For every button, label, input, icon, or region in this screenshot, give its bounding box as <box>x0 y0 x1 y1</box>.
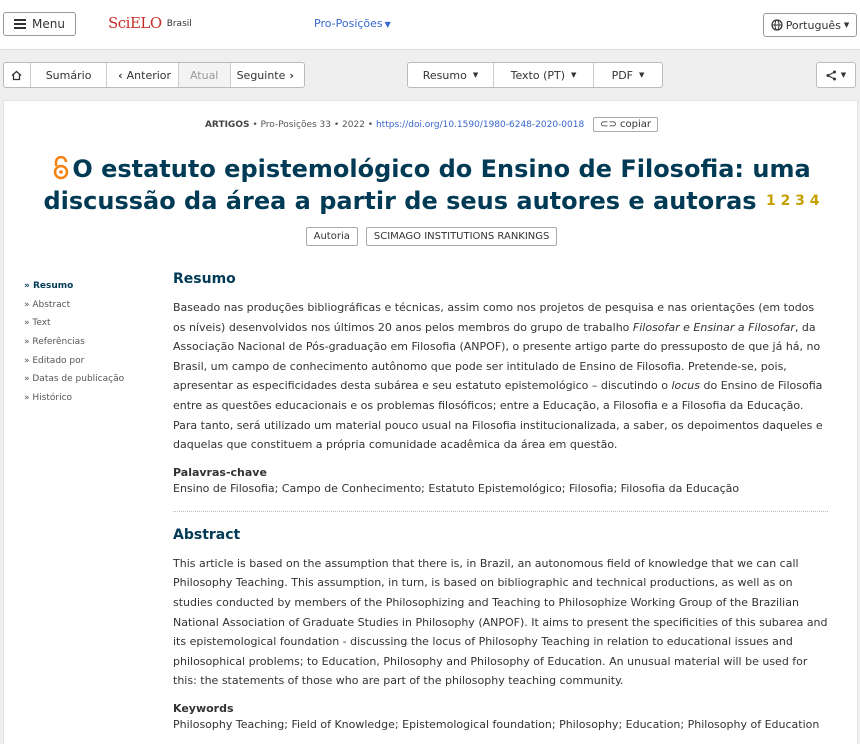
texto-dropdown[interactable] <box>494 63 594 87</box>
sumario-button[interactable] <box>31 63 107 87</box>
issue-nav-group <box>3 62 305 88</box>
link-icon: ⊂⊃ <box>600 119 617 130</box>
chevron-down-icon: ▼ <box>472 71 479 79</box>
chevron-down-icon: ▼ <box>840 71 847 79</box>
article-body <box>173 269 828 734</box>
menu-button[interactable] <box>3 12 76 36</box>
footnote-links[interactable]: 1 2 3 4 <box>765 193 820 209</box>
language-select[interactable] <box>763 13 857 37</box>
scielo-logo[interactable] <box>108 14 192 32</box>
anterior-label: Anterior <box>126 68 172 82</box>
chevron-down-icon: ▼ <box>843 21 850 29</box>
article-nav-bar <box>0 51 860 98</box>
journal-link[interactable] <box>314 17 391 30</box>
seguinte-label: Seguinte <box>236 68 286 82</box>
toc-item-abstract[interactable]: » Abstract <box>24 299 71 310</box>
toc-item-resumo[interactable]: » Resumo <box>24 281 74 291</box>
menu-label: Menu <box>32 17 65 31</box>
home-button[interactable] <box>4 63 31 87</box>
pdf-dropdown[interactable] <box>594 63 662 87</box>
article-tags <box>4 227 859 246</box>
chevron-right-icon: › <box>289 68 294 82</box>
logo-subtitle: Brasil <box>166 19 192 29</box>
language-label: Português <box>785 18 841 32</box>
keywords-text: Philosophy Teaching; Field of Knowledge; Epistemological foundation; Philosophy; Education; Philosophy of Education <box>173 717 820 731</box>
resumo-dropdown[interactable] <box>408 63 494 87</box>
journal-link-label: Pro-Posições <box>314 17 383 30</box>
abstract-text: This article is based on the assumption that there is, in Brazil, an autonomous field of knowledge that we can call Philosophy Teaching. This assumption, in turn, is based on bibliographic and technical productions, as well as on studies conducted by members of the Philosophizing and Teaching to Philosophize Working Group of the Brazilian National Association of Graduate Studies in Philosophy (ANPOF). It aims to present the specificities of this subarea and its epistemological foundation - discussing the locus of Philosophy Teaching in relation to educational issues and philosophical problems; to Education, Philosophy and Philosophy of Education. An unusual material will be used for this: the statements of those who are part of the philosophy teaching community. <box>173 556 828 688</box>
chevron-left-icon: ‹ <box>118 68 123 82</box>
section-divider <box>173 511 828 512</box>
chevron-down-icon: ▼ <box>639 71 645 79</box>
abstract-heading: Abstract <box>173 526 241 543</box>
table-of-contents <box>24 277 124 408</box>
atual-label: Atual <box>189 68 219 82</box>
format-group <box>407 62 663 88</box>
texto-dropdown-label: Texto (PT) <box>510 68 566 82</box>
scimago-button[interactable]: SCIMAGO INSTITUTIONS RANKINGS <box>366 227 558 246</box>
doi-link[interactable]: https://doi.org/10.1590/1980-6248-2020-0018 <box>375 120 585 130</box>
toc-item-text[interactable]: » Text <box>24 318 51 329</box>
chevron-down-icon: ▼ <box>384 20 391 29</box>
resumo-text: Baseado nas produções bibliográficas e técnicas, assim como nos projetos de pesquisa e nas orientações (em todos os níveis) desenvolvidos nos últimos 20 anos pelos membros do grupo de trabalho Filosofar e Ensinar a Filosofar, da Associação Nacional de Pós-graduação em Filosofia (ANPOF), o presente artigo parte do pressuposto de que já há, no Brasil, um campo de conhecimento autônomo que pode ser intitulado de Ensino de Filosofia. Pretende-se, pois, apresentar as especificidades desta subárea e seu estatuto epistemológico – discutindo o locus do Ensino de Filosofia entre as questões educacionais e os problemas filosóficos; entre a Educação, a Filosofia e a Filosofia da Educação. Para tanto, será utilizado um material pouco usual na Filosofia institucionalizada, a saber, os depoimentos daqueles e daquelas que constituem a própria comunidade acadêmica da área em questão. <box>173 301 823 452</box>
share-icon <box>826 70 837 81</box>
toc-item-historico[interactable]: » Histórico <box>24 393 73 404</box>
copy-doi-button[interactable] <box>593 117 658 132</box>
article-card <box>3 100 858 744</box>
article-citation: Pro-Posições 33 • 2022 • <box>260 120 374 130</box>
keywords-heading: Keywords <box>173 701 234 715</box>
home-icon <box>11 70 22 81</box>
anterior-button[interactable] <box>107 63 179 87</box>
hamburger-icon <box>14 19 26 29</box>
palavras-chave-heading: Palavras-chave <box>173 465 267 479</box>
top-bar <box>0 0 860 50</box>
article-meta: ARTIGOS • Pro-Posições 33 • 2022 • https://doi.org/10.1590/1980-6248-2020-0018 ⊂⊃ copiar <box>4 117 859 132</box>
toc-item-datas[interactable]: » Datas de publicação <box>24 374 125 385</box>
autoria-button[interactable]: Autoria <box>306 227 358 246</box>
atual-button <box>179 63 231 87</box>
sumario-label: Sumário <box>45 68 92 82</box>
seguinte-button[interactable] <box>231 63 305 87</box>
resumo-dropdown-label: Resumo <box>422 68 467 82</box>
globe-icon <box>771 19 783 31</box>
chevron-down-icon: ▼ <box>571 71 577 79</box>
palavras-chave-text: Ensino de Filosofia; Campo de Conhecimento; Estatuto Epistemológico; Filosofia; Filosofia da Educação <box>173 481 740 495</box>
toc-item-editado-por[interactable]: » Editado por <box>24 355 85 366</box>
share-button[interactable] <box>816 62 856 88</box>
toc-item-referencias[interactable]: » Referências <box>24 337 85 348</box>
pdf-dropdown-label: PDF <box>611 68 634 82</box>
resumo-heading: Resumo <box>173 271 236 287</box>
article-title <box>24 153 839 217</box>
logo-text: SciELO <box>108 14 162 32</box>
open-access-icon <box>52 156 70 180</box>
copy-label: copiar <box>620 119 652 130</box>
article-title-text: O estatuto epistemológico do Ensino de Filosofia: uma discussão da área a partir de seus autores e autoras <box>43 155 811 215</box>
article-section: ARTIGOS <box>204 120 250 130</box>
